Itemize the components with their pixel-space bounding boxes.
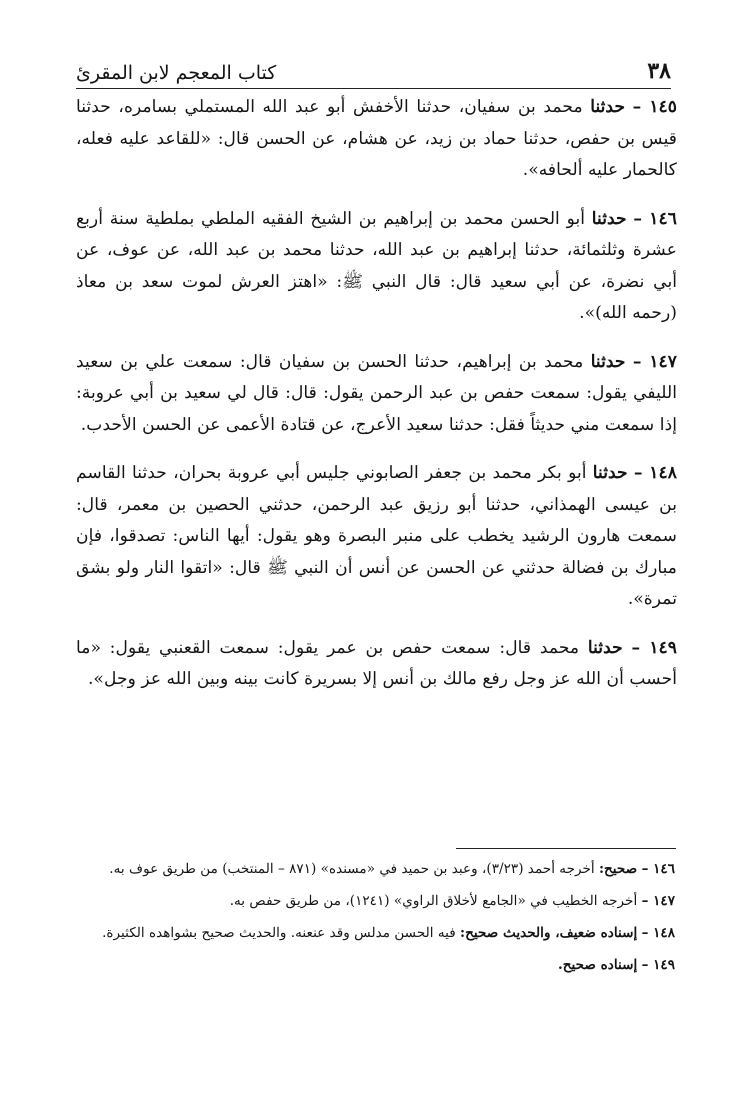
footnote-verdict: إسناده ضعيف، والحديث صحيح:	[460, 925, 638, 941]
hadith-entry	[76, 458, 677, 616]
hadith-text: محمد قال: سمعت حفص بن عمر يقول: سمعت القعنبي يقول: «ما أحسب أن الله عز وجل رفع مالك بن أنس إلا بسريرة كانت بينه وبين الله عز وجل».	[76, 637, 677, 689]
footnote	[76, 888, 675, 914]
footnote	[76, 920, 675, 946]
footnote-text: أخرجه الخطيب في «الجامع لأخلاق الراوي» (١٢٤١)، من طريق حفص به.	[229, 893, 638, 909]
hadith-number: ١٤٦ –	[633, 208, 677, 229]
hadith-lead: حدثنا	[592, 463, 628, 483]
book-title: كتاب المعجم لابن المقرئ	[76, 62, 277, 84]
hadith-number: ١٤٧ –	[632, 351, 678, 372]
footnotes	[76, 856, 675, 984]
hadith-text: أبو الحسن محمد بن إبراهيم بن الشيخ الفقيه الملطي بملطية سنة أربع عشرة وثلثمائة، حدثنا إبراهيم بن عبد الله، حدثنا محمد بن عبد الله، عن عوف، عن أبي نضرة، عن أبي سعيد قال: قال النبي ﷺ: «اهتز العرش لموت سعد بن معاذ (رحمه الله)».	[76, 208, 677, 323]
hadith-lead: حدثنا	[590, 97, 626, 117]
hadith-number: ١٤٩ –	[631, 637, 678, 658]
footnote-number: ١٤٨ –	[641, 925, 675, 941]
hadith-lead: حدثنا	[590, 351, 626, 372]
hadith-lead: حدثنا	[591, 208, 627, 229]
footnote-number: ١٤٧ –	[641, 893, 675, 909]
hadith-list	[76, 92, 677, 713]
footnote	[76, 856, 675, 882]
hadith-entry	[76, 204, 677, 330]
footnote	[76, 952, 675, 978]
hadith-text: محمد بن إبراهيم، حدثنا الحسن بن سفيان قال: سمعت علي بن سعيد الليفي يقول: سمعت حفص بن عبد الرحمن يقول: قال: قال لي سعيد بن أبي عروبة: إذا سمعت مني حديثاً فقل: حدثنا سعيد الأعرج، عن قتادة الأعمى عن الحسن الأحدب.	[76, 351, 677, 435]
footnote-verdict: صحيح:	[599, 861, 638, 877]
footnote-text: أخرجه أحمد (٣/٢٣)، وعبد بن حميد في «مسنده» (٨٧١ – المنتخب) من طريق عوف به.	[109, 861, 595, 877]
footnote-text: فيه الحسن مدلس وقد عنعنه. والحديث صحيح بشواهده الكثيرة.	[102, 925, 456, 941]
hadith-entry	[76, 633, 677, 696]
hadith-lead: حدثنا	[587, 637, 623, 658]
hadith-text: محمد بن سفيان، حدثنا الأخفش أبو عبد الله المستملي بسامره، حدثنا قيس بن حفص، حدثنا حماد بن زيد، عن هشام، عن الحسن قال: «للقاعد عليه فعله، كالحمار عليه ألحافه».	[76, 97, 677, 180]
page-number: ٣٨	[647, 58, 671, 84]
hadith-entry	[76, 347, 677, 442]
page-header	[76, 44, 671, 89]
hadith-number: ١٤٥ –	[632, 97, 678, 117]
hadith-entry	[76, 92, 677, 187]
footnote-verdict: إسناده صحيح.	[557, 957, 638, 973]
footnote-number: ١٤٩ –	[641, 957, 675, 973]
footnote-divider	[456, 848, 676, 849]
footnote-number: ١٤٦ –	[641, 861, 675, 877]
hadith-number: ١٤٨ –	[633, 463, 677, 483]
hadith-text: أبو بكر محمد بن جعفر الصابوني جليس أبي عروبة بحران، حدثنا القاسم بن عيسى الهمذاني، حدثنا أبو رزيق عبد الرحمن، حدثني الحصين بن معمر، قال: سمعت هارون الرشيد يخطب على منبر البصرة وهو يقول: أيها الناس: تصدقوا، فإن مبارك بن فضالة حدثني عن الحسن عن أنس أن النبي ﷺ قال: «اتقوا النار ولو بشق تمرة».	[76, 463, 677, 609]
